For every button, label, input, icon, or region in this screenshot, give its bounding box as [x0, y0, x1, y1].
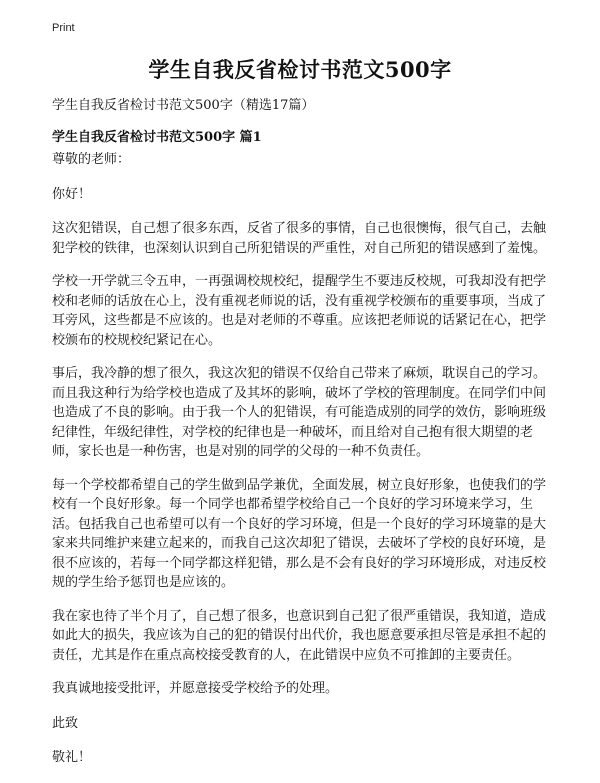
body-paragraph-3: 事后，我冷静的想了很久，我这次犯的错误不仅给自己带来了麻烦，耽误自己的学习。而且我这种行为给学校也造成了及其坏的影响，破坏了学校的管理制度。在同学们中间也造成了不良的影响。由于我一个人的犯错误，有可能造成别的同学的效仿，影响班级纪律性，年级纪律性，对学校的纪律也是一种破坏，而且给对自己抱有很大期望的老师，家长也是一种伤害，也是对别的同学的父母的一种不负责任。 — [52, 366, 547, 459]
salutation: 尊敬的老师： — [52, 152, 131, 167]
section-heading: 学生自我反省检讨书范文500字 篇1 — [52, 130, 262, 145]
closing-line-2: 敬礼！ — [52, 750, 92, 765]
body-paragraph-4: 每一个学校都希望自己的学生做到品学兼优，全面发展，树立良好形象，也使我们的学校有一个良好形象。每一个同学也都希望学校给自己一个良好的学习环境来学习，生活。包括我自己也希望可以有一个良好的学习环境，但是一个良好的学习环境靠的是大家来共同维护来建立起来的，而我自己这次却犯了错误，去破坏了学校的良好环境，是很不应该的，若每一个同学都这样犯错，那么是不会有良好的学习环境形成，对违反校规的学生给予惩罚也是应该的。 — [52, 477, 547, 590]
document-subtitle: 学生自我反省检讨书范文500字（精选17篇） — [52, 98, 315, 113]
letter-body — [52, 150, 550, 783]
body-paragraph-1: 这次犯错误，自己想了很多东西，反省了很多的事情，自己也很懊悔，很气自己，去触犯学校的铁律，也深刻认识到自己所犯错误的严重性，对自己所犯的错误感到了羞愧。 — [52, 221, 547, 256]
body-paragraph-5: 我在家也待了半个月了，自己想了很多，也意识到自己犯了很严重错误，我知道，造成如此大的损失，我应该为自己的犯的错误付出代价，我也愿意要承担尽管是承担不起的责任，尤其是作在重点高校接受教育的人，在此错误中应负不可推卸的主要责任。 — [52, 608, 547, 663]
body-paragraph-2: 学校一开学就三令五申，一再强调校规校纪，提醒学生不要违反校规，可我却没有把学校和老师的话放在心上，没有重视老师说的话，没有重视学校颁布的重要事项，当成了耳旁风，这些都是不应该的。也是对老师的不尊重。应该把老师说的话紧记在心，把学校颁布的校规校纪紧记在心。 — [52, 274, 547, 348]
print-link[interactable]: Print — [52, 22, 75, 34]
closing-line-1: 此致 — [52, 715, 79, 731]
greeting: 你好！ — [52, 186, 92, 202]
page-title: 学生自我反省检讨书范文500字 — [148, 57, 452, 82]
body-paragraph-6: 我真诚地接受批评，并愿意接受学校给予的处理。 — [52, 681, 339, 696]
